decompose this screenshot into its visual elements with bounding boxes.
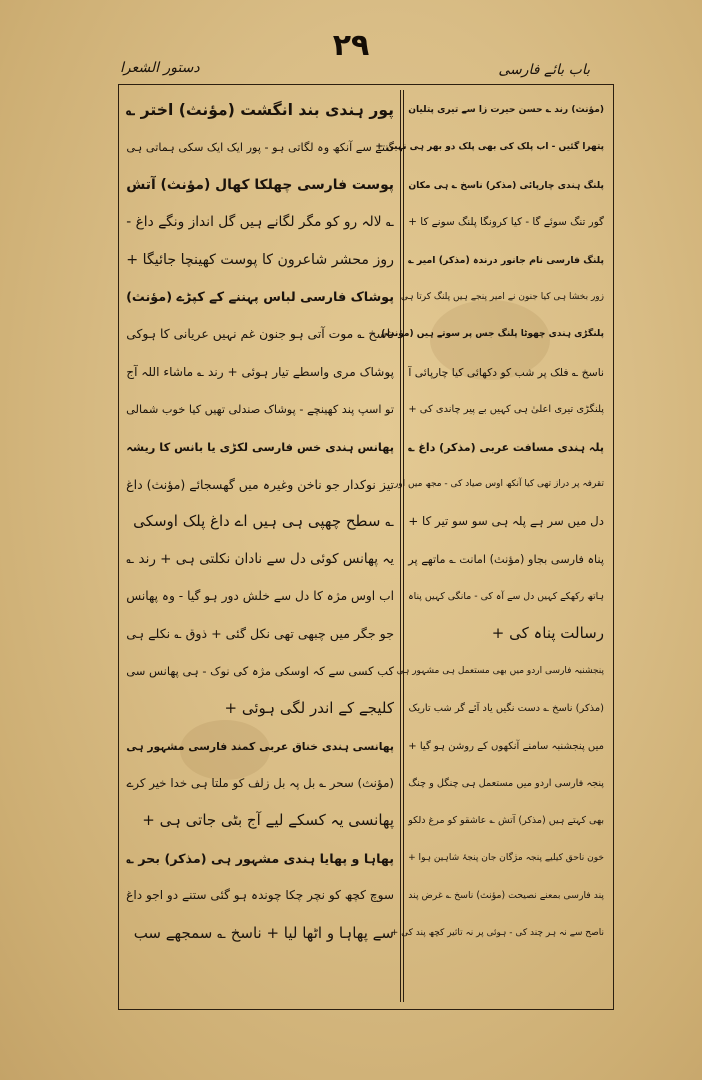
text-line: پند فارسی بمعنے نصیحت (مؤنث) ناسخ ؎ غرض پند: [408, 890, 604, 902]
text-line: بھی کہتے ہیں (مذکر) آتش ؎ عاشقو کو مرغ دلکو: [408, 815, 604, 827]
text-line: گنتے سے آنکھ وہ لگاتی ہو - پور ایک ایک سکی ہماتی ہی: [126, 141, 394, 155]
text-line: رسالت پناہ کی +: [491, 624, 604, 643]
text-line: اب اوس مژہ کا دل سے خلش دور ہو گیا - وہ پھانس: [126, 589, 394, 604]
text-line: پتھرا گئیں - اب پلک کی بھی پلک دو بھر ہی نہیں +: [375, 142, 604, 153]
text-line: پھانسی یہ کسکے لیے آج بٹی جاتی ہی +: [142, 811, 394, 830]
text-line: کب کسی سے کہ اوسکی مژہ کی نوک - ہی پھانس سی: [126, 663, 394, 678]
text-line: پور ہندی بند انگشت (مؤنث) اختر ؎: [126, 101, 394, 119]
text-line: میں پنجشنبہ سامنے آنکھوں کے روشن ہو گیا +: [408, 740, 604, 752]
left-column: [126, 92, 394, 1002]
text-line: یہ پھانس کوئی دل سے نادان نکلتی ہی + رند ؎: [126, 550, 394, 567]
text-line: پوشاک مری واسطے تیار ہوئی + رند ؎ ماشاء اللہ آج: [126, 364, 394, 379]
text-line: پنجشنبہ فارسی اردو میں بھی مستعمل ہی مشہور ہی: [396, 665, 604, 676]
column-divider: [400, 90, 404, 1002]
text-line: گور تنگ سوئے گا - کیا کرونگا پلنگ سونے کا +: [408, 216, 604, 229]
text-line: سوچ کچھ کو نچر چکا چوندہ ہو گئی ستنے دو اجو داغ: [126, 888, 394, 903]
text-line: (مؤنث) رند ؎ حسن حیرت زا سے تیری پتلیان: [408, 105, 604, 115]
text-line: خون ناحق کیلیے پنجہ مژگان جان پنجۂ شاہین ہوا +: [408, 852, 604, 863]
text-line: ناصح سے نہ ہر چند کی - ہوئی پر نہ تاثیر کچھ پند کی +: [390, 927, 604, 938]
text-line: روز محشر شاعرون کا پوست کھینچا جائیگا +: [126, 251, 394, 268]
text-line: پناہ فارسی بجاو (مؤنث) امانت ؎ ماتھے پر: [408, 552, 604, 566]
text-line: پھاہا و پھایا ہندی مشہور ہی (مذکر) بحر ؎: [126, 850, 394, 866]
text-line: سے پھاہا و اٹھا لیا + ناسخ ؎ سمجھے سب: [133, 923, 394, 942]
text-line: پلہ ہندی مسافت عربی (مذکر) داغ ؎: [408, 440, 604, 454]
text-line: پوشاک فارسی لباس پہننے کے کپڑے (مؤنث): [126, 289, 394, 305]
running-title-right: باب بائے فارسی: [498, 62, 590, 78]
text-line: پوست فارسی چھلکا کھال (مؤنث) آتش: [126, 176, 394, 193]
text-line: (مذکر) ناسخ ؎ دست نگیں یاد آئے گر شب تاریک: [408, 703, 604, 715]
text-line: جو جگر میں چبھی تھی نکل گئی + ذوق ؎ نکلے ہی: [126, 626, 394, 642]
text-line: ؎ لالہ رو کو مگر لگانے ہیں گل انداز ونگے داغ -: [126, 214, 394, 231]
text-line: (مؤنث) سحر ؎ بل پہ بل زلف کو ملتا ہی خدا خیر کرے: [126, 776, 394, 791]
text-line: پلنگڑی تیری اعلیٰ ہی کہیں بے پیر چاندی کی +: [408, 404, 604, 416]
running-title-left: دستور الشعرا: [120, 60, 200, 76]
page-number: ۲۹: [332, 28, 370, 63]
text-line: زور بخشا ہی کیا جنون نے امیر پنجے ہیں پلنگ کرتا ہی: [400, 291, 604, 302]
right-column: [375, 92, 604, 1002]
text-line: پنجہ فارسی اردو میں مستعمل ہی چنگل و چنگ: [408, 778, 604, 790]
text-line: ناسخ ؎ موت آتی ہو جنون غم نہیں عریانی کا ہوکی: [126, 327, 394, 342]
text-line: ہاتھ رکھکے کہیں دل سے آہ کی - مانگی کہیں پناہ: [408, 591, 604, 603]
text-line: تیز نوکدار جو ناخن وغیرہ میں گھسجائے (مؤنث) داغ: [126, 476, 394, 492]
text-line: پھانس ہندی خس فارسی لکڑی یا بانس کا ریشہ: [126, 439, 394, 454]
text-line: ؎ سطح چھپی ہی ہیں اے داغ پلک اوسکی: [133, 512, 394, 531]
text-line: ناسخ ؎ فلک پر شب کو دکھائی کیا چارپائی آ: [408, 365, 604, 379]
text-line: تقرفہ پر دراز تھی کیا آنکھ اوس صیاد کی - مجھ میں اور: [393, 478, 604, 489]
text-line: پلنگ ہندی چارپائی (مذکر) ناسخ ؎ ہی مکان: [408, 179, 604, 191]
text-line: پھانسی ہندی خناق عربی کمند فارسی مشہور ہی: [126, 739, 394, 753]
text-line: پلنگ فارسی نام جانور درندہ (مذکر) امیر ؎: [408, 254, 604, 266]
text-line: تو اسپ پند کھینچے - پوشاک صندلی تھیں کیا خوب شمالی: [126, 403, 394, 417]
text-line: دل میں سر ہے پلہ ہی سو سو تیر کا +: [408, 514, 604, 529]
text-line: کلیجے کے اندر لگی ہوئی +: [224, 699, 394, 718]
text-line: پلنگڑی ہندی چھوٹا پلنگ جس پر سوتے ہیں (مؤنث): [381, 329, 604, 340]
